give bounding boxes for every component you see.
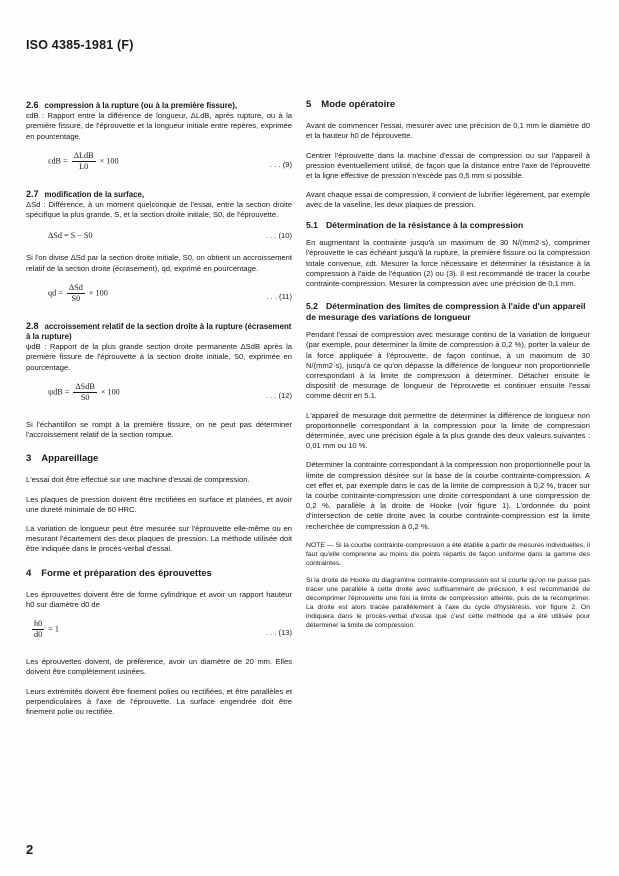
- section-4-heading: [26, 569, 292, 579]
- formula-13: [26, 619, 292, 647]
- equation-number: . . . (10): [265, 231, 292, 241]
- section-4-paragraph-1: Les éprouvettes doivent être de forme cylindrique et avoir un rapport hauteur h0 sur diamètre d0 de: [26, 589, 292, 610]
- formula-10: [26, 229, 292, 243]
- formula-denominator: S0: [80, 393, 90, 403]
- section-5-1-paragraph-1: En augmentant la contrainte jusqu'à un maximum de 30 N/(mm2·s), comprimer l'éprouvette le cas échéant jusqu'à la rupture, la première fissure ou la compression totale convenue, εdt. Mesurer la force nécessaire et déterminer la résistance à la compression à l'aide de l'équation (2) ou (3). Il est recommandé de tracer la courbe contrainte-compression. Mesurer la compression avec une précision de 0,1 mm.: [306, 238, 590, 288]
- formula-denominator: S0: [71, 294, 81, 304]
- section-number: 5.2: [306, 301, 318, 312]
- formula-denominator: d0: [34, 630, 43, 640]
- section-3-paragraph-2: Les plaques de pression doivent être rectifiées en surface et planées, et avoir une dureté minimale de 60 HRC.: [26, 494, 292, 514]
- section-number: 2.7: [26, 188, 39, 199]
- section-title: modification de la surface,: [44, 189, 145, 199]
- formula-11: [26, 283, 292, 311]
- paragraph-qd: Si l'on divise ΔSd par la section droite initiale, S0, on obtient un accroissement relatif de la section droite (écrasement), qd, exprimé en pourcentage.: [26, 253, 292, 273]
- section-title: Forme et préparation des éprouvettes: [41, 567, 212, 579]
- section-2-6-heading: [26, 100, 292, 111]
- formula-denominator: L0: [79, 162, 89, 172]
- section-3-paragraph-1: L'essai doit être effectué sur une machine d'essai de compression.: [26, 475, 250, 485]
- formula-9: [26, 151, 292, 179]
- section-number: 2.8: [26, 320, 39, 331]
- section-number: 5.1: [306, 219, 318, 230]
- section-5-2-paragraph-2: L'appareil de mesurage doit permettre de déterminer la différence de longueur non proportionnelle correspondant à la compression pour la limite de compression déterminée, avec une précision égale à la plus grande des deux valeurs suivantes : 0,01 mm ou 10 %.: [306, 410, 590, 451]
- formula-12: [26, 382, 292, 410]
- formula-rhs: = 1: [48, 624, 59, 634]
- section-5-heading: [306, 100, 590, 110]
- note: NOTE — Si la courbe contrainte-compression a été établie à partir de mesures individuelles, il faut qu'elle comprenne au moins dix points répartis de façon uniforme dans la gamme des contraintes.: [306, 541, 590, 567]
- formula-lhs: εdB =: [48, 156, 68, 166]
- section-title: Détermination des limites de compression à l'aide d'un appareil de mesurage des variations de longueur: [306, 301, 586, 322]
- section-title: compression à la rupture (ou à la première fissure),: [44, 101, 238, 110]
- equation-number: . . . (12): [265, 390, 292, 400]
- section-2-8-body: ψdB : Rapport de la plus grande section droite permanente ΔSdB après la première fissure de l'éprouvette à la section droite initiale, S0, exprimée en pourcentage.: [26, 342, 292, 372]
- section-3-paragraph-3: La variation de longueur peut être mesurée sur l'éprouvette elle-même ou en mesurant l'écartement des deux plaques de pression. La méthode utilisée doit être indiquée dans le procès-verbal d'essai.: [26, 524, 292, 554]
- formula-lhs: ψdB =: [48, 387, 70, 397]
- section-5-2-paragraph-1: Pendant l'essai de compression avec mesurage continu de la variation de longueur (par exemple, pour déterminer la limite de compression à 0,2 %), porter la valeur de la force appliquée à l'éprouvette, de façon continue, à un maximum de 30 N/(mm2·s), jusqu'à ce qu'on dépasse la différence de longueur non proportionnelle correspondant à la limite de compression à déterminer. Détacher ensuite le dispositif de mesurage de longueur de l'éprouvette et continuer ensuite l'essai comme décrit en 5.1.: [306, 330, 590, 401]
- section-number: 4: [26, 567, 32, 579]
- section-5-2-paragraph-4: Si la droite de Hooke du diagramme contrainte-compression est si courte qu'on ne puisse pas tracer une parallèle à cette droite avec suffisamment de précision, il est recommandé de décomprimer l'éprouvette une fois la limite de compression atteinte, puis de la recomprimer. La droite est alors tracée parallèlement à l'axe du cycle d'hystérésis, voir figure 2. On indiquera dans le procès-verbal d'essai que c'est cette méthode qui a été utilisée pour déterminer la limite de compression.: [306, 576, 590, 629]
- formula-rhs: × 100: [99, 156, 119, 166]
- section-number: 5: [306, 99, 312, 110]
- page-number: 2: [26, 842, 34, 857]
- section-number: 3: [26, 453, 32, 465]
- section-title: accroissement relatif de la section droite à la rupture (écrasement à la rupture): [26, 321, 292, 342]
- formula-numerator: h0: [32, 619, 44, 630]
- equation-number: . . . (9): [270, 159, 292, 169]
- section-5-1-heading: [306, 220, 590, 231]
- formula-rhs: × 100: [100, 387, 120, 397]
- section-2-7-heading: [26, 189, 292, 200]
- document-header: ISO 4385-1981 (F): [26, 38, 134, 52]
- formula-expression: ΔSd = S − S0: [48, 231, 93, 241]
- right-column: [306, 100, 590, 638]
- section-4-paragraph-3: Leurs extrémités doivent être finement polies ou rectifiées, et être parallèles et perpendiculaires à l'axe de l'éprouvette. La surface engendrée doit être finement polie ou rectifiée.: [26, 686, 292, 717]
- section-2-7-body: ΔSd : Différence, à un moment quelconque de l'essai, entre la section droite spécifique la plus grande, S, et la section droite initiale, S0, de l'éprouvette.: [26, 200, 292, 220]
- section-4-paragraph-2: Les éprouvettes doivent, de préférence, avoir un diamètre de 20 mm. Elles doivent être complètement usinées.: [26, 657, 292, 677]
- formula-numerator: ΔSdB: [73, 382, 96, 393]
- formula-numerator: ΔLdB: [72, 151, 96, 162]
- paragraph-rompt: Si l'échantillon se rompt à la première fissure, on ne peut pas déterminer l'accroissement relatif de la section rompue.: [26, 419, 292, 440]
- section-2-6-body: εdB : Rapport entre la différence de longueur, ΔLdB, après rupture, ou à la première fissure, de l'éprouvette et la longueur initiale entre repères, exprimée en pourcentage.: [26, 111, 292, 141]
- formula-rhs: × 100: [88, 288, 108, 298]
- section-5-2-heading: [306, 301, 590, 322]
- section-5-paragraph-2: Centrer l'éprouvette dans la machine d'essai de compression ou sur l'appareil à pression éventuellement utilisé, de façon que la distance entre l'axe de l'éprouvette et la ligne effective de pression n'excède pas 0,5 mm si possible.: [306, 150, 590, 181]
- section-5-paragraph-3: Avant chaque essai de compression, il convient de lubrifier légèrement, par exemple avec de la vaseline, les deux plaques de pression.: [306, 190, 590, 210]
- section-title: Mode opératoire: [321, 99, 396, 110]
- section-3-heading: [26, 454, 292, 464]
- formula-numerator: ΔSd: [67, 283, 85, 294]
- section-5-paragraph-1: Avant de commencer l'essai, mesurer avec une précision de 0,1 mm le diamètre d0 et la hauteur h0 de l'éprouvette.: [306, 121, 590, 141]
- section-5-2-paragraph-3: Déterminer la contrainte correspondant à la compression non proportionnelle pour la limite de compression désirée sur la base de la courbe contrainte-compression. A cet effet et, par exemple dans le cas de la limite de compression à 0,2 %, tracer sur la courbe contrainte-compression une droite correspondant à une compression de 0,2 %, parallèle à la droite de Hooke (voir figure 1). L'ordonnée du point d'intersection de cette droite avec la courbe contrainte-compression est la limite recherchée de compression à 0,2 %.: [306, 460, 590, 531]
- section-2-8-heading: [26, 321, 292, 342]
- equation-number: . . . (13): [265, 628, 292, 638]
- equation-number: . . . (11): [266, 291, 292, 301]
- formula-lhs: qd =: [48, 288, 63, 298]
- left-column: [26, 100, 292, 726]
- section-title: Détermination de la résistance à la compression: [325, 219, 524, 230]
- section-number: 2.6: [26, 100, 39, 110]
- section-title: Appareillage: [41, 453, 99, 465]
